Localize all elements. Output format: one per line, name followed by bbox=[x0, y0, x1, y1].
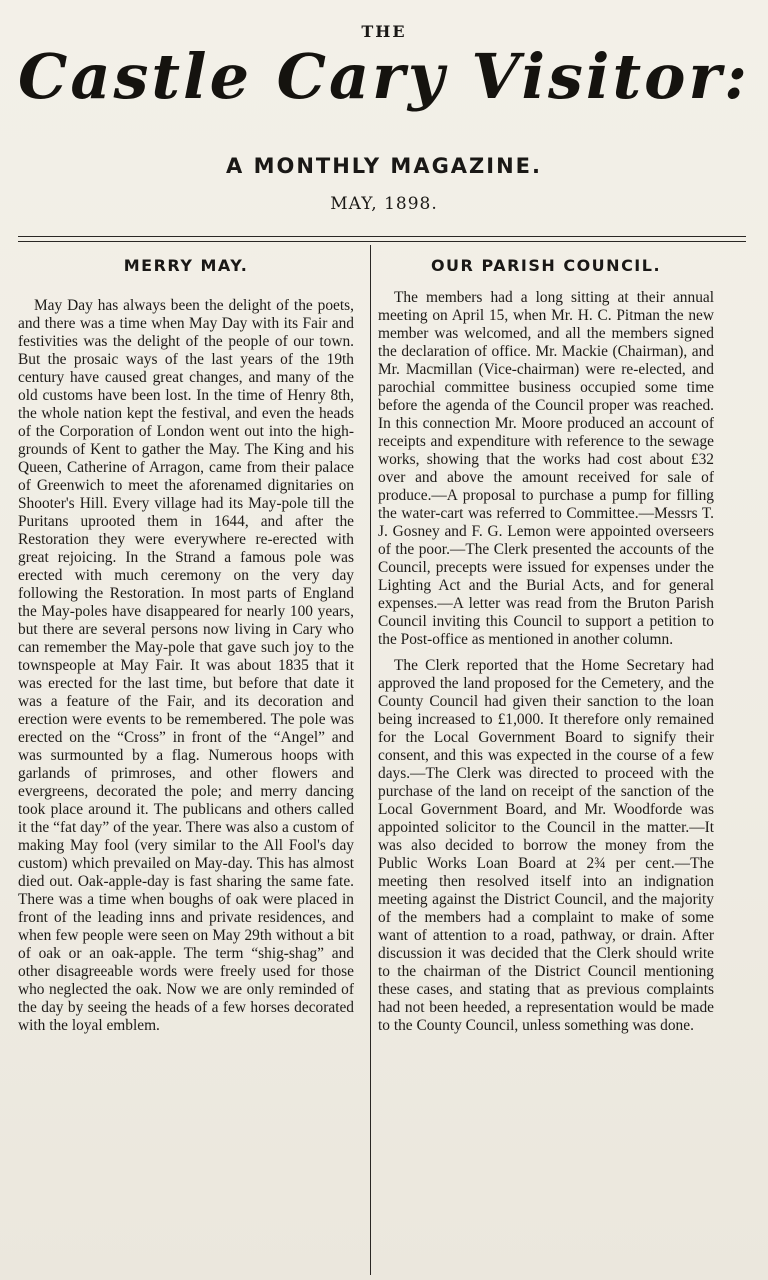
parish-council-paragraph-2: The Clerk reported that the Home Secretary had approved the land proposed for the Cemetery, and the County Council had given their sanction to the loan being increased to £1,000. It therefore only remained for the Local Government Board to signify their consent, and this was expected in the course of a few days.—The Clerk was directed to proceed with the purchase of the land on receipt of the sanction of the Local Government Board, and Mr. Woodforde was appointed solicitor to the Council in the matter.—It was also decided to borrow the money from the Public Works Loan Board at 2¾ per cent.—The meeting then resolved itself into an indignation meeting against the District Council, and the majority of the members had a complaint to make of some want of attention to a road, pathway, or drain. After discussion it was decided that the Clerk should write to the chairman of the District Council mentioning these cases, and stating that as previous complaints had not been heeded, a representation would be made to the County Council, unless something was done. bbox=[378, 657, 714, 1034]
masthead-subtitle: A MONTHLY MAGAZINE. bbox=[226, 154, 542, 178]
merry-may-heading: MERRY MAY. bbox=[123, 256, 249, 275]
masthead-title: Castle Cary Visitor: bbox=[17, 40, 750, 113]
merry-may-paragraph: May Day has always been the delight of the poets, and there was a time when May Day with its Fair and festivities was the delight of the people of our town. But the prosaic ways of the last years of the 19th century have caused great changes, and many of the old customs have been lost. In the time of Henry 8th, the whole nation kept the festival, and even the heads of the Corporation of London went out into the high-grounds of Kent to gather the May. The King and his Queen, Catherine of Arragon, came from their palace of Greenwich to meet the aforenamed dignitaries on Shooter's Hill. Every village had its May-pole till the Puritans uprooted them in 1644, and after the Restoration they were everywhere re-erected with great rejoicing. In the Strand a famous pole was erected with much ceremony on the very day following the Restoration. In most parts of England the May-poles have disappeared for nearly 100 years, but there are several persons now living in Cary who can remember the May-pole that gave such joy to the townspeople at May Fair. It was about 1835 that it was erected for the last time, but before that date it was a feature of the Fair, and its decoration and erection were events to be remembered. The pole was erected on the “Cross” in front of the “Angel” and was surmounted by a flag. Numerous hoops with garlands of primroses, and other flowers and evergreens, decorated the pole; and merry dancing took place around it. The publicans and others called it the “fat day” of the year. There was also a custom of making May fool (very similar to the All Fool's day custom) which prevailed on May-day. This has almost died out. Oak-apple-day is fast sharing the same fate. There was a time when boughs of oak were placed in front of the leading inns and private residences, and when few people were seen on May 29th without a bit of oak or an oak-apple. The term “shig-shag” and other disagreeable words were freely used for those who neglected the oak. Now we are only reminded of the day by seeing the heads of a few horses decorated with the loyal emblem. bbox=[18, 297, 354, 1034]
header-rule bbox=[18, 236, 746, 237]
masthead-the: THE bbox=[361, 22, 407, 41]
left-column bbox=[18, 250, 354, 1280]
issue-date: MAY, 1898. bbox=[330, 194, 438, 214]
right-column bbox=[378, 250, 714, 1280]
header-rule-secondary bbox=[18, 241, 746, 242]
parish-council-heading: OUR PARISH COUNCIL. bbox=[430, 256, 662, 275]
parish-council-paragraph-1: The members had a long sitting at their annual meeting on April 15, when Mr. H. C. Pitman the new member was welcomed, and all the members signed the declaration of office. Mr. Mackie (Chairman), and Mr. Macmillan (Vice-chairman) were re-elected, and parochial committee business occupied some time before the agenda of the Council proper was reached. In this connection Mr. Moore produced an account of receipts and expenditure with reference to the sewage works, showing that the works had cost about £32 over and above the amount received for sale of produce.—A proposal to purchase a pump for filling the water-cart was referred to Committee.—Messrs T. J. Gosney and F. G. Lemon were appointed overseers of the poor.—The Clerk presented the accounts of the Council, precepts were issued for expenses under the Lighting Act and the Burial Acts, and for general expenses.—A letter was read from the Bruton Parish Council inviting this Council to support a petition to the Post-office as mentioned in another column. bbox=[378, 289, 714, 648]
column-divider bbox=[370, 245, 371, 1275]
